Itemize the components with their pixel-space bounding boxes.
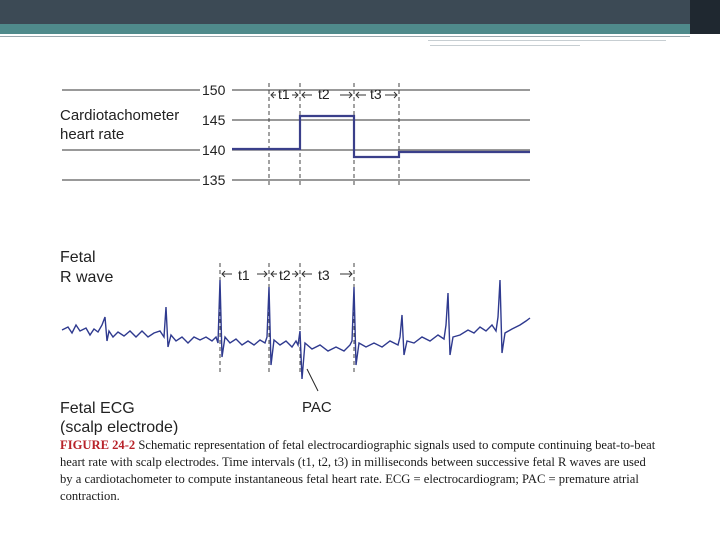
interval-label-t2: t2 — [318, 86, 330, 102]
fetal-ecg-panel — [60, 249, 530, 435]
ecg-interval-label-t1: t1 — [238, 267, 250, 283]
heart-rate-label: heart rate — [60, 126, 125, 143]
cardiotachometer-panel — [60, 82, 530, 188]
slide-corner-tab — [690, 0, 720, 34]
ecg-interval-label-t3: t3 — [318, 267, 330, 283]
fetal-ecg-trace — [62, 280, 530, 379]
divider-line — [0, 36, 690, 37]
interval-label-t3: t3 — [370, 86, 382, 102]
scalp-electrode-label: (scalp electrode) — [60, 419, 179, 435]
divider-line — [428, 40, 666, 41]
heart-rate-trace — [232, 116, 530, 157]
slide-accent-band — [0, 24, 720, 34]
interval-label-t1: t1 — [278, 86, 290, 102]
ecg-interval-label-t2: t2 — [279, 267, 291, 283]
slide-header-band — [0, 0, 720, 24]
fetal-label: Fetal — [60, 249, 96, 266]
tick-label-145: 145 — [202, 112, 226, 128]
figure-diagram — [60, 75, 540, 435]
tick-label-150: 150 — [202, 82, 226, 98]
caption-label: FIGURE 24-2 — [60, 438, 136, 452]
fetal-ecg-figure — [60, 75, 540, 440]
pac-label: PAC — [302, 399, 332, 416]
caption-text: Schematic representation of fetal electrocardiographic signals used to compute continuing beat-to-beat heart rate with scalp electrodes. Time intervals (t1, t2, t3) in milliseconds between successive fetal R waves are used by a cardiotachometer to compute instantaneous fetal heart rate. ECG = electrocardiogram; PAC = premature atrial contraction. — [60, 438, 656, 503]
r-wave-label: R wave — [60, 269, 114, 286]
cardiotachometer-label: Cardiotachometer — [60, 107, 180, 124]
divider-line — [430, 45, 580, 46]
pac-pointer — [307, 369, 318, 391]
figure-caption — [60, 437, 660, 505]
tick-label-140: 140 — [202, 142, 226, 158]
fetal-ecg-label: Fetal ECG — [60, 400, 135, 417]
tick-label-135: 135 — [202, 172, 226, 188]
